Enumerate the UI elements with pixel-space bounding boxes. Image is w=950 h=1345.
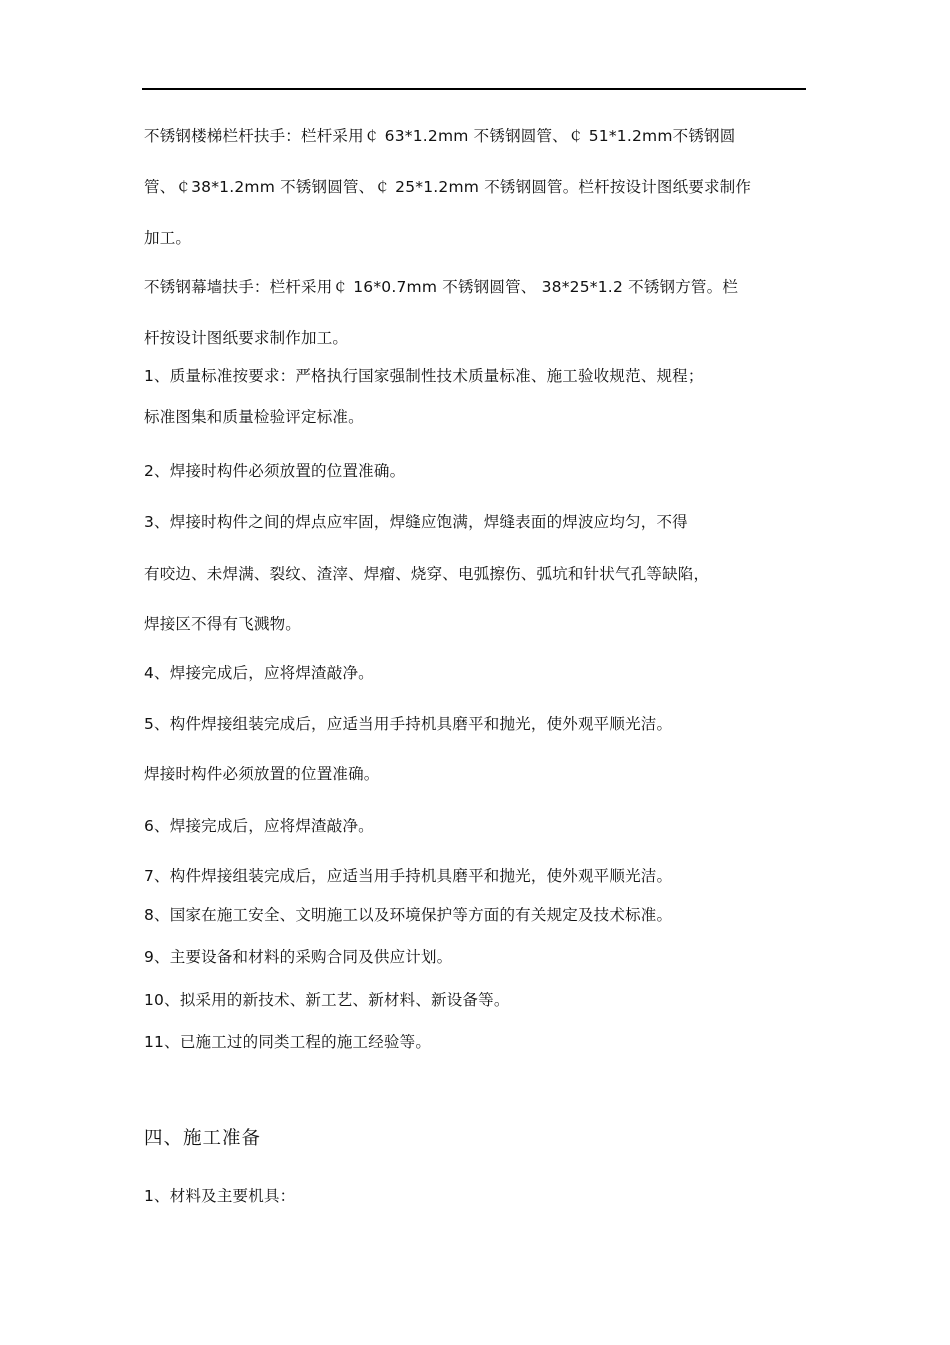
paragraph-stair-railing-line-1: 不锈钢楼梯栏杆扶手：栏杆采用￠ 63*1.2mm 不锈钢圆管、￠ 51*1.2mm不锈钢圆 [144,127,736,145]
item-8: 8、国家在施工安全、文明施工以及环境保护等方面的有关规定及技术标准。 [144,906,673,924]
item-9: 9、主要设备和材料的采购合同及供应计划。 [144,948,453,966]
item-10: 10、拟采用的新技术、新工艺、新材料、新设备等。 [144,991,510,1009]
paragraph-curtain-wall-line-2: 杆按设计图纸要求制作加工。 [144,329,349,347]
item-11: 11、已施工过的同类工程的施工经验等。 [144,1033,432,1051]
item-5: 5、构件焊接组装完成后，应适当用手持机具磨平和抛光，使外观平顺光洁。 [144,715,673,733]
paragraph-curtain-wall-line-1: 不锈钢幕墙扶手：栏杆采用￠ 16*0.7mm 不锈钢圆管、 38*25*1.2 不锈钢方管。栏 [144,278,739,296]
item-3-line-1: 3、焊接时构件之间的焊点应牢固，焊缝应饱满，焊缝表面的焊波应均匀，不得 [144,513,688,531]
item-6: 6、焊接完成后，应将焊渣敲净。 [144,817,374,835]
item-4: 4、焊接完成后，应将焊渣敲净。 [144,664,374,682]
section-item-1: 1、材料及主要机具： [144,1187,296,1205]
item-2: 2、焊接时构件必须放置的位置准确。 [144,462,406,480]
item-3-line-2: 有咬边、未焊满、裂纹、渣滓、焊瘤、烧穿、电弧擦伤、弧坑和针状气孔等缺陷， [144,565,710,583]
paragraph-stair-railing-line-3: 加工。 [144,229,192,247]
paragraph-stair-railing-line-2: 管、￠38*1.2mm 不锈钢圆管、￠ 25*1.2mm 不锈钢圆管。栏杆按设计图纸要求制作 [144,178,752,196]
section-heading: 四、施工准备 [144,1128,262,1149]
item-3-line-3: 焊接区不得有飞溅物。 [144,615,302,633]
item-7: 7、构件焊接组装完成后，应适当用手持机具磨平和抛光，使外观平顺光洁。 [144,867,673,885]
item-1-line-1: 1、质量标准按要求：严格执行国家强制性技术质量标准、施工验收规范、规程； [144,367,704,385]
header-rule [142,88,806,90]
item-1-line-2: 标准图集和质量检验评定标准。 [144,408,364,426]
item-5-continuation: 焊接时构件必须放置的位置准确。 [144,765,380,783]
